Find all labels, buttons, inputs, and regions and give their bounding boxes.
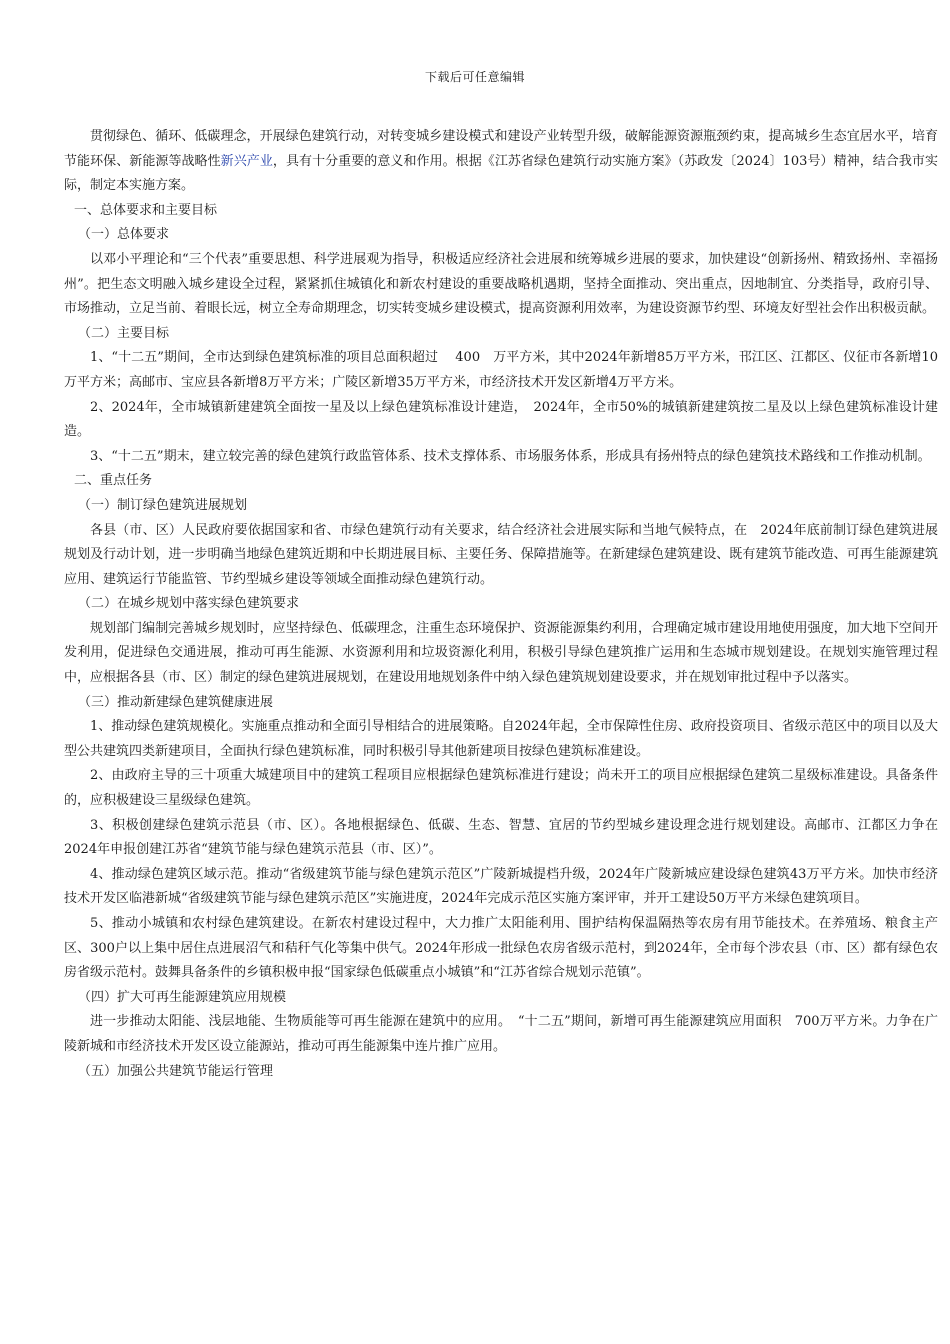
paragraph-2-2: 规划部门编制完善城乡规划时，应坚持绿色、低碳理念，注重生态环境保护、资源能源集约利用，合理确定城市建设用地使用强度，加大地下空间开发利用，促进绿色交通进展，推动可再生能源、水资源利用和垃圾资源化利用，积极引导绿色建筑推广运用和生态城市规划建设。在规划实施管理过程中，应根据各县（市、区）制定的绿色建筑进展规划，在建设用地规划条件中纳入绿色建筑规划建设要求，并在规划审批过程中予以落实。 — [64, 620, 938, 686]
paragraph-2-3-3: 3、积极创建绿色建筑示范县（市、区）。各地根据绿色、低碳、生态、智慧、宜居的节约型城乡建设理念进行规划建设。高邮市、江都区力争在2024年申报创建江苏省“建筑节能与绿色建筑示范县（市、区）”。 — [64, 817, 938, 858]
section-heading-2: 二、重点任务 — [74, 473, 153, 489]
intro-text-1: 贯彻绿色、循环、低碳理念，开展绿色建筑行动，对转变城乡建设模式和建设产业转型升级，破解能源资源瓶颈约束，提高城乡生态宜居水平，培育节能环保、新能源等战略性 — [64, 129, 938, 169]
paragraph-1-1: 以邓小平理论和“三个代表”重要思想、科学进展观为指导，积极适应经济社会进展和统筹城乡进展的要求，加快建设“创新扬州、精致扬州、幸福扬州”。把生态文明融入城乡建设全过程，紧紧抓住城镇化和新农村建设的重要战略机遇期，坚持全面推动、突出重点，因地制宜、分类指导，政府引导、市场推动，立足当前、着眼长远，树立全寿命期理念，切实转变城乡建设模式，提高资源利用效率，为建设资源节约型、环境友好型社会作出积极贡献。 — [64, 251, 938, 317]
paragraph-2-3-1: 1、推动绿色建筑规模化。实施重点推动和全面引导相结合的进展策略。自2024年起，全市保障性住房、政府投资项目、省级示范区中的项目以及大型公共建筑四类新建项目，全面执行绿色建筑标准，同时积极引导其他新建项目按绿色建筑标准建设。 — [64, 719, 938, 759]
page-header-note: 下载后可任意编辑 — [424, 70, 525, 84]
emerging-industry-link[interactable]: 新兴产业 — [220, 153, 273, 169]
subsection-heading-2-2: （二）在城乡规划中落实绿色建筑要求 — [78, 596, 300, 612]
subsection-heading-1-2: （二）主要目标 — [78, 325, 170, 341]
subsection-heading-1-1: （一）总体要求 — [78, 227, 170, 243]
intro-text-2: ，具有十分重要的意义和作用。根据《江苏省绿色建筑行动实施方案》（苏政发〔2024〕103号）精神，结合我市实际，制定本实施方案。 — [64, 153, 938, 194]
paragraph-2-3-2: 2、由政府主导的三十项重大城建项目中的建筑工程项目应根据绿色建筑标准进行建设；尚未开工的项目应根据绿色建筑二星级标准建设。具备条件的，应积极建设三星级绿色建筑。 — [64, 768, 938, 809]
paragraph-1-2-2: 2、2024年，全市城镇新建建筑全面按一星及以上绿色建筑标准设计建造， 2024年，全市50%的城镇新建建筑按二星及以上绿色建筑标准设计建造。 — [64, 399, 938, 440]
subsection-heading-2-5: （五）加强公共建筑节能运行管理 — [78, 1063, 274, 1079]
document-body — [64, 125, 938, 1084]
subsection-heading-2-4: （四）扩大可再生能源建筑应用规模 — [78, 989, 287, 1005]
subsection-heading-2-3: （三）推动新建绿色建筑健康进展 — [78, 694, 274, 710]
paragraph-2-3-4: 4、推动绿色建筑区域示范。推动“省级建筑节能与绿色建筑示范区”广陵新城提档升级，2024年广陵新城应建设绿色建筑43万平方米。加快市经济技术开发区临港新城“省级建筑节能与绿色建筑示范区”实施进度，2024年完成示范区实施方案评审，并开工建设50万平方米绿色建筑项目。 — [64, 866, 938, 907]
paragraph-2-3-5: 5、推动小城镇和农村绿色建筑建设。在新农村建设过程中，大力推广太阳能利用、围护结构保温隔热等农房有用节能技术。在养殖场、粮食主产区、300户以上集中居住点进展沼气和秸秆气化等集中供气。2024年形成一批绿色农房省级示范村，到2024年，全市每个涉农县（市、区）都有绿色农房省级示范村。鼓舞具备条件的乡镇积极申报“国家绿色低碳重点小城镇”和“江苏省综合规划示范镇”。 — [64, 916, 938, 981]
subsection-heading-2-1: （一）制订绿色建筑进展规划 — [78, 497, 248, 513]
section-heading-1: 一、总体要求和主要目标 — [74, 202, 218, 218]
paragraph-1-2-3: 3、“十二五”期末，建立较完善的绿色建筑行政监管体系、技术支撑体系、市场服务体系，形成具有扬州特点的绿色建筑技术路线和工作推动机制。 — [90, 448, 931, 464]
paragraph-2-4: 进一步推动太阳能、浅层地能、生物质能等可再生能源在建筑中的应用。 “十二五”期间，新增可再生能源建筑应用面积 700万平方米。力争在广陵新城和市经济技术开发区设立能源站，推动可再生能源集中连片推广应用。 — [64, 1014, 938, 1054]
paragraph-1-2-1: 1、“十二五”期间，全市达到绿色建筑标准的项目总面积超过 400 万平方米，其中2024年新增85万平方米，邗江区、江都区、仪征市各新增10万平方米；高邮市、宝应县各新增8万平方米；广陵区新增35万平方米，市经济技术开发区新增4万平方米。 — [64, 350, 938, 390]
intro-paragraph — [64, 125, 938, 199]
paragraph-2-1: 各县（市、区）人民政府要依据国家和省、市绿色建筑行动有关要求，结合经济社会进展实际和当地气候特点，在 2024年底前制订绿色建筑进展规划及行动计划，进一步明确当地绿色建筑近期和中长期进展目标、主要任务、保障措施等。在新建绿色建筑建设、既有建筑节能改造、可再生能源建筑应用、建筑运行节能监管、节约型城乡建设等领域全面推动绿色建筑行动。 — [64, 522, 938, 587]
